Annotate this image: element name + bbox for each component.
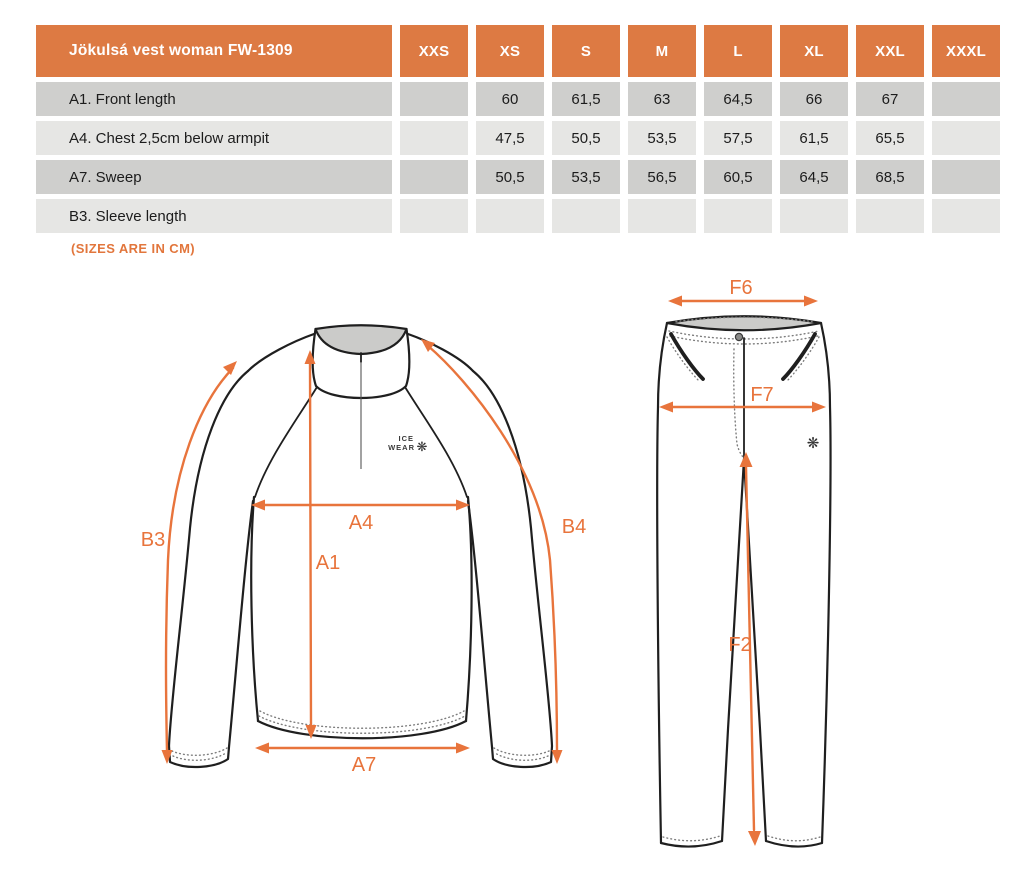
size-column-header-xxl: XXL [856,25,924,77]
pants-left-hem [661,841,722,847]
size-cell: 68,5 [856,160,924,194]
size-cell [400,121,468,155]
right-cuff-stitch [495,753,548,760]
snowflake-icon: ❋ [806,434,820,452]
fly-stitch [734,349,744,458]
shirt-left-shoulder [248,334,314,371]
f2-arrowhead-up [740,452,753,467]
size-cell: 64,5 [780,160,848,194]
measurement-label: B3. Sleeve length [36,199,392,233]
size-cell: 64,5 [704,82,772,116]
a1-arrowhead-down [306,725,317,739]
a1-arrow [310,362,311,727]
measure-label-b3: B3 [140,529,166,551]
table-row-sleeve-length [36,199,1000,233]
right-cuff-stitch [494,748,549,755]
size-cell: 50,5 [476,160,544,194]
waist-button [735,333,742,340]
shirt-hem [258,721,466,738]
size-cell: 61,5 [552,82,620,116]
right-raglan-seam [405,387,467,497]
shirt-diagram [141,325,586,776]
size-cell: 56,5 [628,160,696,194]
size-cell [628,199,696,233]
measure-label-f7: F7 [750,384,774,406]
b3-arrow [166,368,233,752]
size-cell: 65,5 [856,121,924,155]
shirt-collar-inner [316,325,407,354]
measure-label-a7: A7 [351,754,377,776]
b3-arrowhead-top [223,361,237,375]
measure-label-a4: A4 [348,512,374,534]
left-pocket-stitch [667,337,700,382]
size-cell [932,199,1000,233]
a7-arrowhead-right [456,743,470,754]
left-cuff-stitch [172,748,227,755]
pants-diagram [657,277,830,847]
f2-arrowhead-down [748,831,761,846]
size-column-header-xl: XL [780,25,848,77]
b4-arrowhead-bottom [552,750,563,764]
measure-label-f6: F6 [729,277,753,299]
size-cell: 53,5 [552,160,620,194]
shirt-right-sleeve [468,371,552,767]
shirt-left-sleeve [169,371,253,767]
size-chart-table [28,20,1008,238]
size-cell [552,199,620,233]
size-cell: 60,5 [704,160,772,194]
garment-measurement-diagram [0,270,1034,889]
size-cell [932,121,1000,155]
table-row-front-length [36,82,1000,116]
size-cell: 67 [856,82,924,116]
size-cell: 60 [476,82,544,116]
size-column-header-s: S [552,25,620,77]
pants-waist-opening [667,316,821,330]
f6-arrowhead-left [668,296,682,307]
right-pocket-opening [783,334,815,379]
icewear-logo-text-bottom: WEAR [388,443,415,452]
size-cell [400,82,468,116]
measure-label-b4: B4 [561,516,587,538]
size-column-header-l: L [704,25,772,77]
size-cell: 63 [628,82,696,116]
size-cell: 47,5 [476,121,544,155]
size-cell [932,82,1000,116]
size-cell [856,199,924,233]
units-note: (SIZES ARE IN CM) [71,241,196,256]
icewear-logo-text-top: ICE [398,434,414,443]
size-column-header-m: M [628,25,696,77]
size-cell: 53,5 [628,121,696,155]
size-cell: 61,5 [780,121,848,155]
f6-arrowhead-right [804,296,818,307]
size-cell: 57,5 [704,121,772,155]
table-row-sweep [36,160,1000,194]
measure-label-f2: F2 [728,634,752,656]
left-hem-stitch [663,836,720,841]
shirt-right-shoulder [408,334,473,371]
b4-arrow [427,345,557,752]
size-column-header-xxxl: XXXL [932,25,1000,77]
right-pocket-stitch [786,337,819,382]
right-hem-stitch [768,836,820,841]
size-cell: 50,5 [552,121,620,155]
size-cell [704,199,772,233]
hem-stitch [260,711,464,728]
measurement-label: A7. Sweep [36,160,392,194]
product-title: Jökulsá vest woman FW-1309 [36,25,392,77]
shirt-left-side [251,497,258,721]
left-cuff-stitch [173,753,226,760]
measurement-label: A4. Chest 2,5cm below armpit [36,121,392,155]
size-cell: 66 [780,82,848,116]
pants-left-side [657,323,667,843]
snowflake-icon: ❋ [416,440,428,455]
size-chart-header-row [36,25,1000,77]
pants-right-side [821,323,831,843]
measure-label-a1: A1 [315,552,341,574]
pants-right-hem [766,841,822,847]
f7-arrowhead-right [812,402,826,413]
size-column-header-xxs: XXS [400,25,468,77]
a7-arrowhead-left [255,743,269,754]
measurement-label: A1. Front length [36,82,392,116]
size-cell [400,199,468,233]
table-row-chest [36,121,1000,155]
size-cell [400,160,468,194]
left-raglan-seam [255,387,317,497]
size-cell [780,199,848,233]
shirt-right-side [466,497,472,721]
f7-arrowhead-left [659,402,673,413]
size-cell [932,160,1000,194]
size-cell [476,199,544,233]
size-column-header-xs: XS [476,25,544,77]
